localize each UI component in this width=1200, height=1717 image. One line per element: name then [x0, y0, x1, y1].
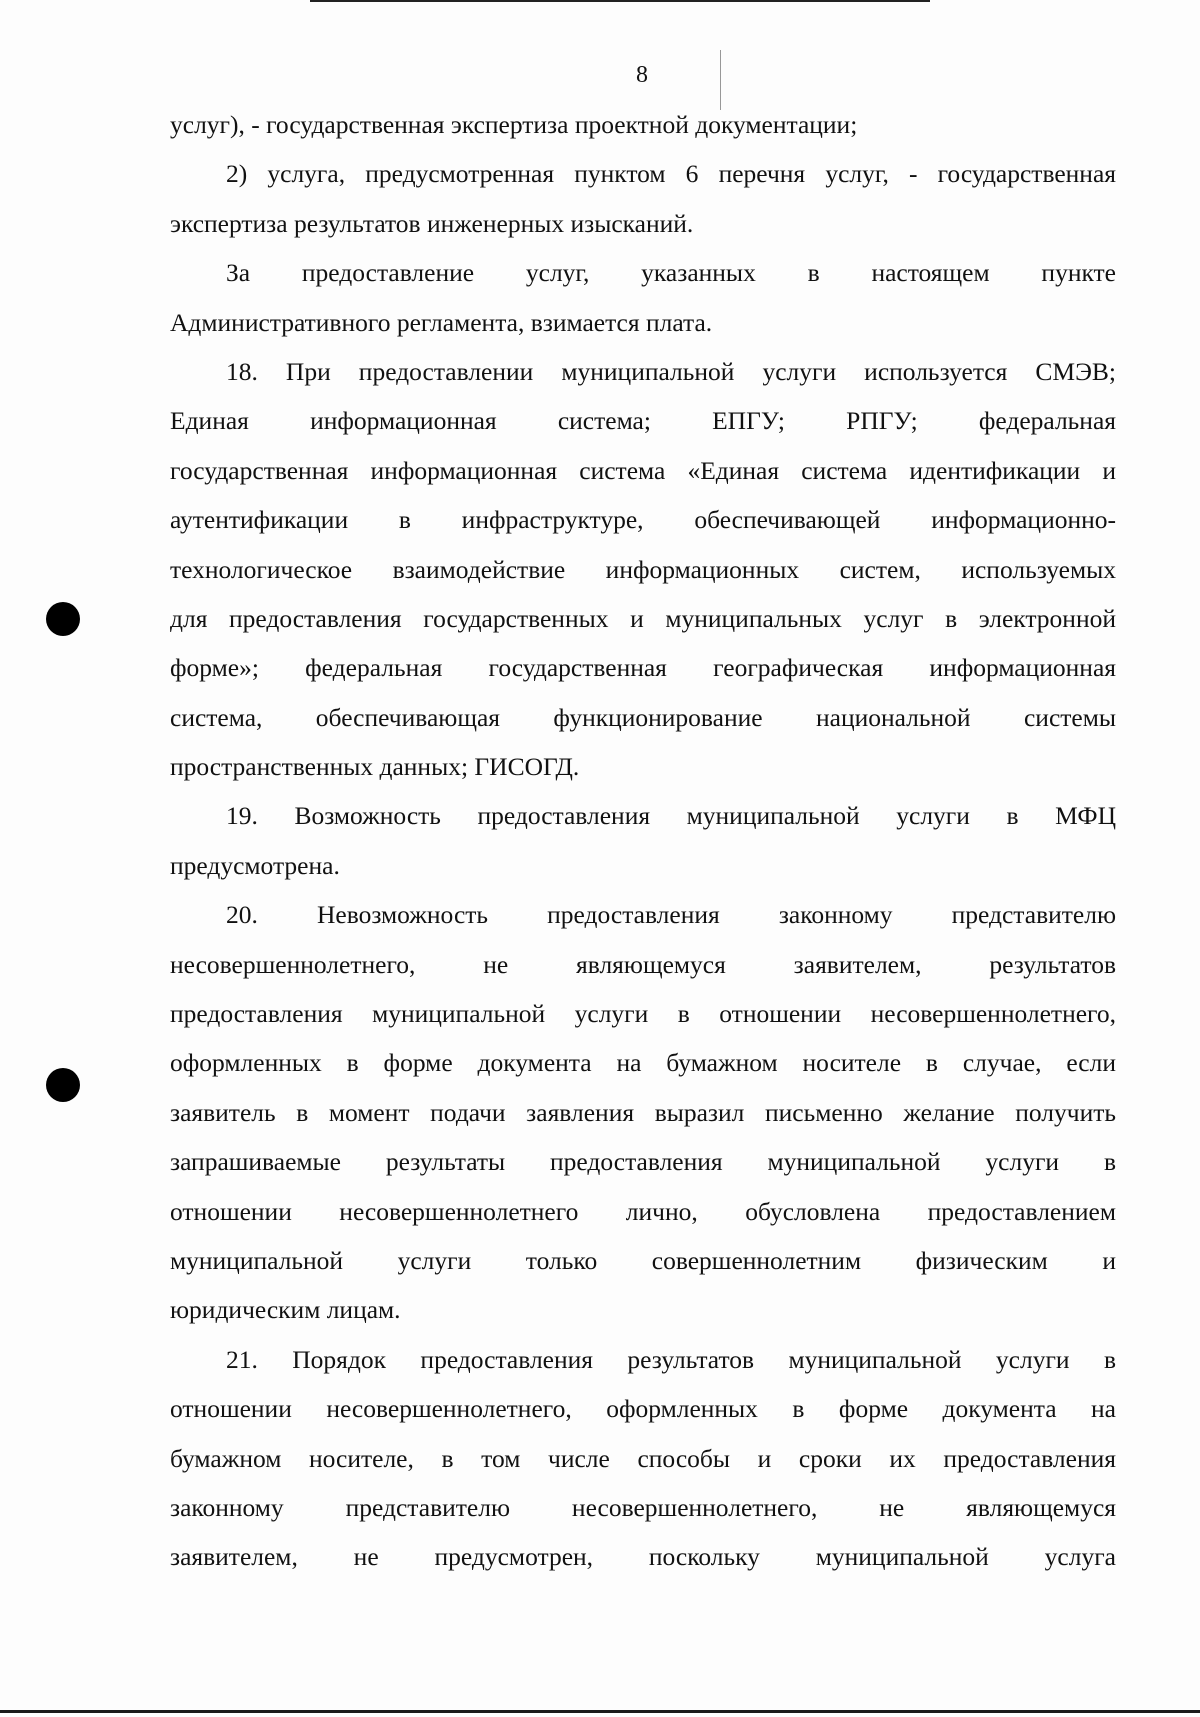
paragraph-21 — [170, 1335, 1116, 1582]
text-line: форме»; федеральная государственная географическая информационная — [170, 653, 1116, 683]
text-line: муниципальной услуги только совершеннолетним физическим и — [170, 1245, 1116, 1275]
paragraph-continuation — [170, 100, 1116, 149]
text-line: 18. При предоставлении муниципальной услуги используется СМЭВ; — [226, 356, 1116, 386]
text-line: экспертиза результатов инженерных изысканий. — [170, 208, 694, 238]
document-body — [170, 100, 1116, 1582]
text-line: заявитель в момент подачи заявления выразил письменно желание получить — [170, 1097, 1116, 1127]
text-line: услуг), - государственная экспертиза проектной документации; — [170, 110, 858, 139]
text-line: За предоставление услуг, указанных в настоящем пункте — [226, 258, 1116, 288]
text-line: отношении несовершеннолетнего, оформленных в форме документа на — [170, 1394, 1116, 1424]
text-line: предусмотрена. — [170, 850, 340, 880]
bottom-edge-rule — [0, 1710, 1200, 1713]
text-line: юридическим лицам. — [170, 1295, 401, 1325]
text-line: запрашиваемые результаты предоставления муниципальной услуги в — [170, 1147, 1116, 1177]
text-line: аутентификации в инфраструктуре, обеспечивающей информационно- — [170, 505, 1116, 535]
text-line: отношении несовершеннолетнего лично, обусловлена предоставлением — [170, 1196, 1116, 1226]
paragraph-18 — [170, 347, 1116, 792]
text-line: 20. Невозможность предоставления законному представителю — [226, 900, 1116, 930]
top-edge-rule — [310, 0, 930, 2]
text-line: законному представителю несовершеннолетнего, не являющемуся — [170, 1492, 1116, 1522]
punch-hole-top — [46, 602, 80, 636]
text-line: государственная информационная система «Единая система идентификации и — [170, 455, 1116, 485]
text-line: предоставления муниципальной услуги в отношении несовершеннолетнего, — [170, 999, 1116, 1029]
text-line: оформленных в форме документа на бумажном носителе в случае, если — [170, 1048, 1116, 1078]
paragraph-fee — [170, 248, 1116, 347]
text-line: для предоставления государственных и муниципальных услуг в электронной — [170, 603, 1116, 633]
text-line: несовершеннолетнего, не являющемуся заявителем, результатов — [170, 949, 1116, 979]
paragraph-item-2 — [170, 149, 1116, 248]
text-line: система, обеспечивающая функционирование национальной системы — [170, 702, 1116, 732]
text-line: бумажном носителе, в том числе способы и сроки их предоставления — [170, 1443, 1116, 1473]
paragraph-20 — [170, 890, 1116, 1335]
text-line: пространственных данных; ГИСОГД. — [170, 752, 580, 782]
text-line: Административного регламента, взимается плата. — [170, 307, 713, 337]
page-number: 8 — [636, 62, 648, 88]
text-line: 2) услуга, предусмотренная пунктом 6 перечня услуг, - государственная — [226, 159, 1116, 189]
text-line: 21. Порядок предоставления результатов муниципальной услуги в — [226, 1344, 1116, 1374]
text-line: заявителем, не предусмотрен, поскольку муниципальной услуга — [170, 1542, 1116, 1572]
punch-hole-bottom — [46, 1068, 80, 1102]
text-line: Единая информационная система; ЕПГУ; РПГУ; федеральная — [170, 406, 1116, 436]
text-line: 19. Возможность предоставления муниципальной услуги в МФЦ — [226, 801, 1116, 831]
paragraph-19 — [170, 791, 1116, 890]
text-line: технологическое взаимодействие информационных систем, используемых — [170, 554, 1116, 584]
